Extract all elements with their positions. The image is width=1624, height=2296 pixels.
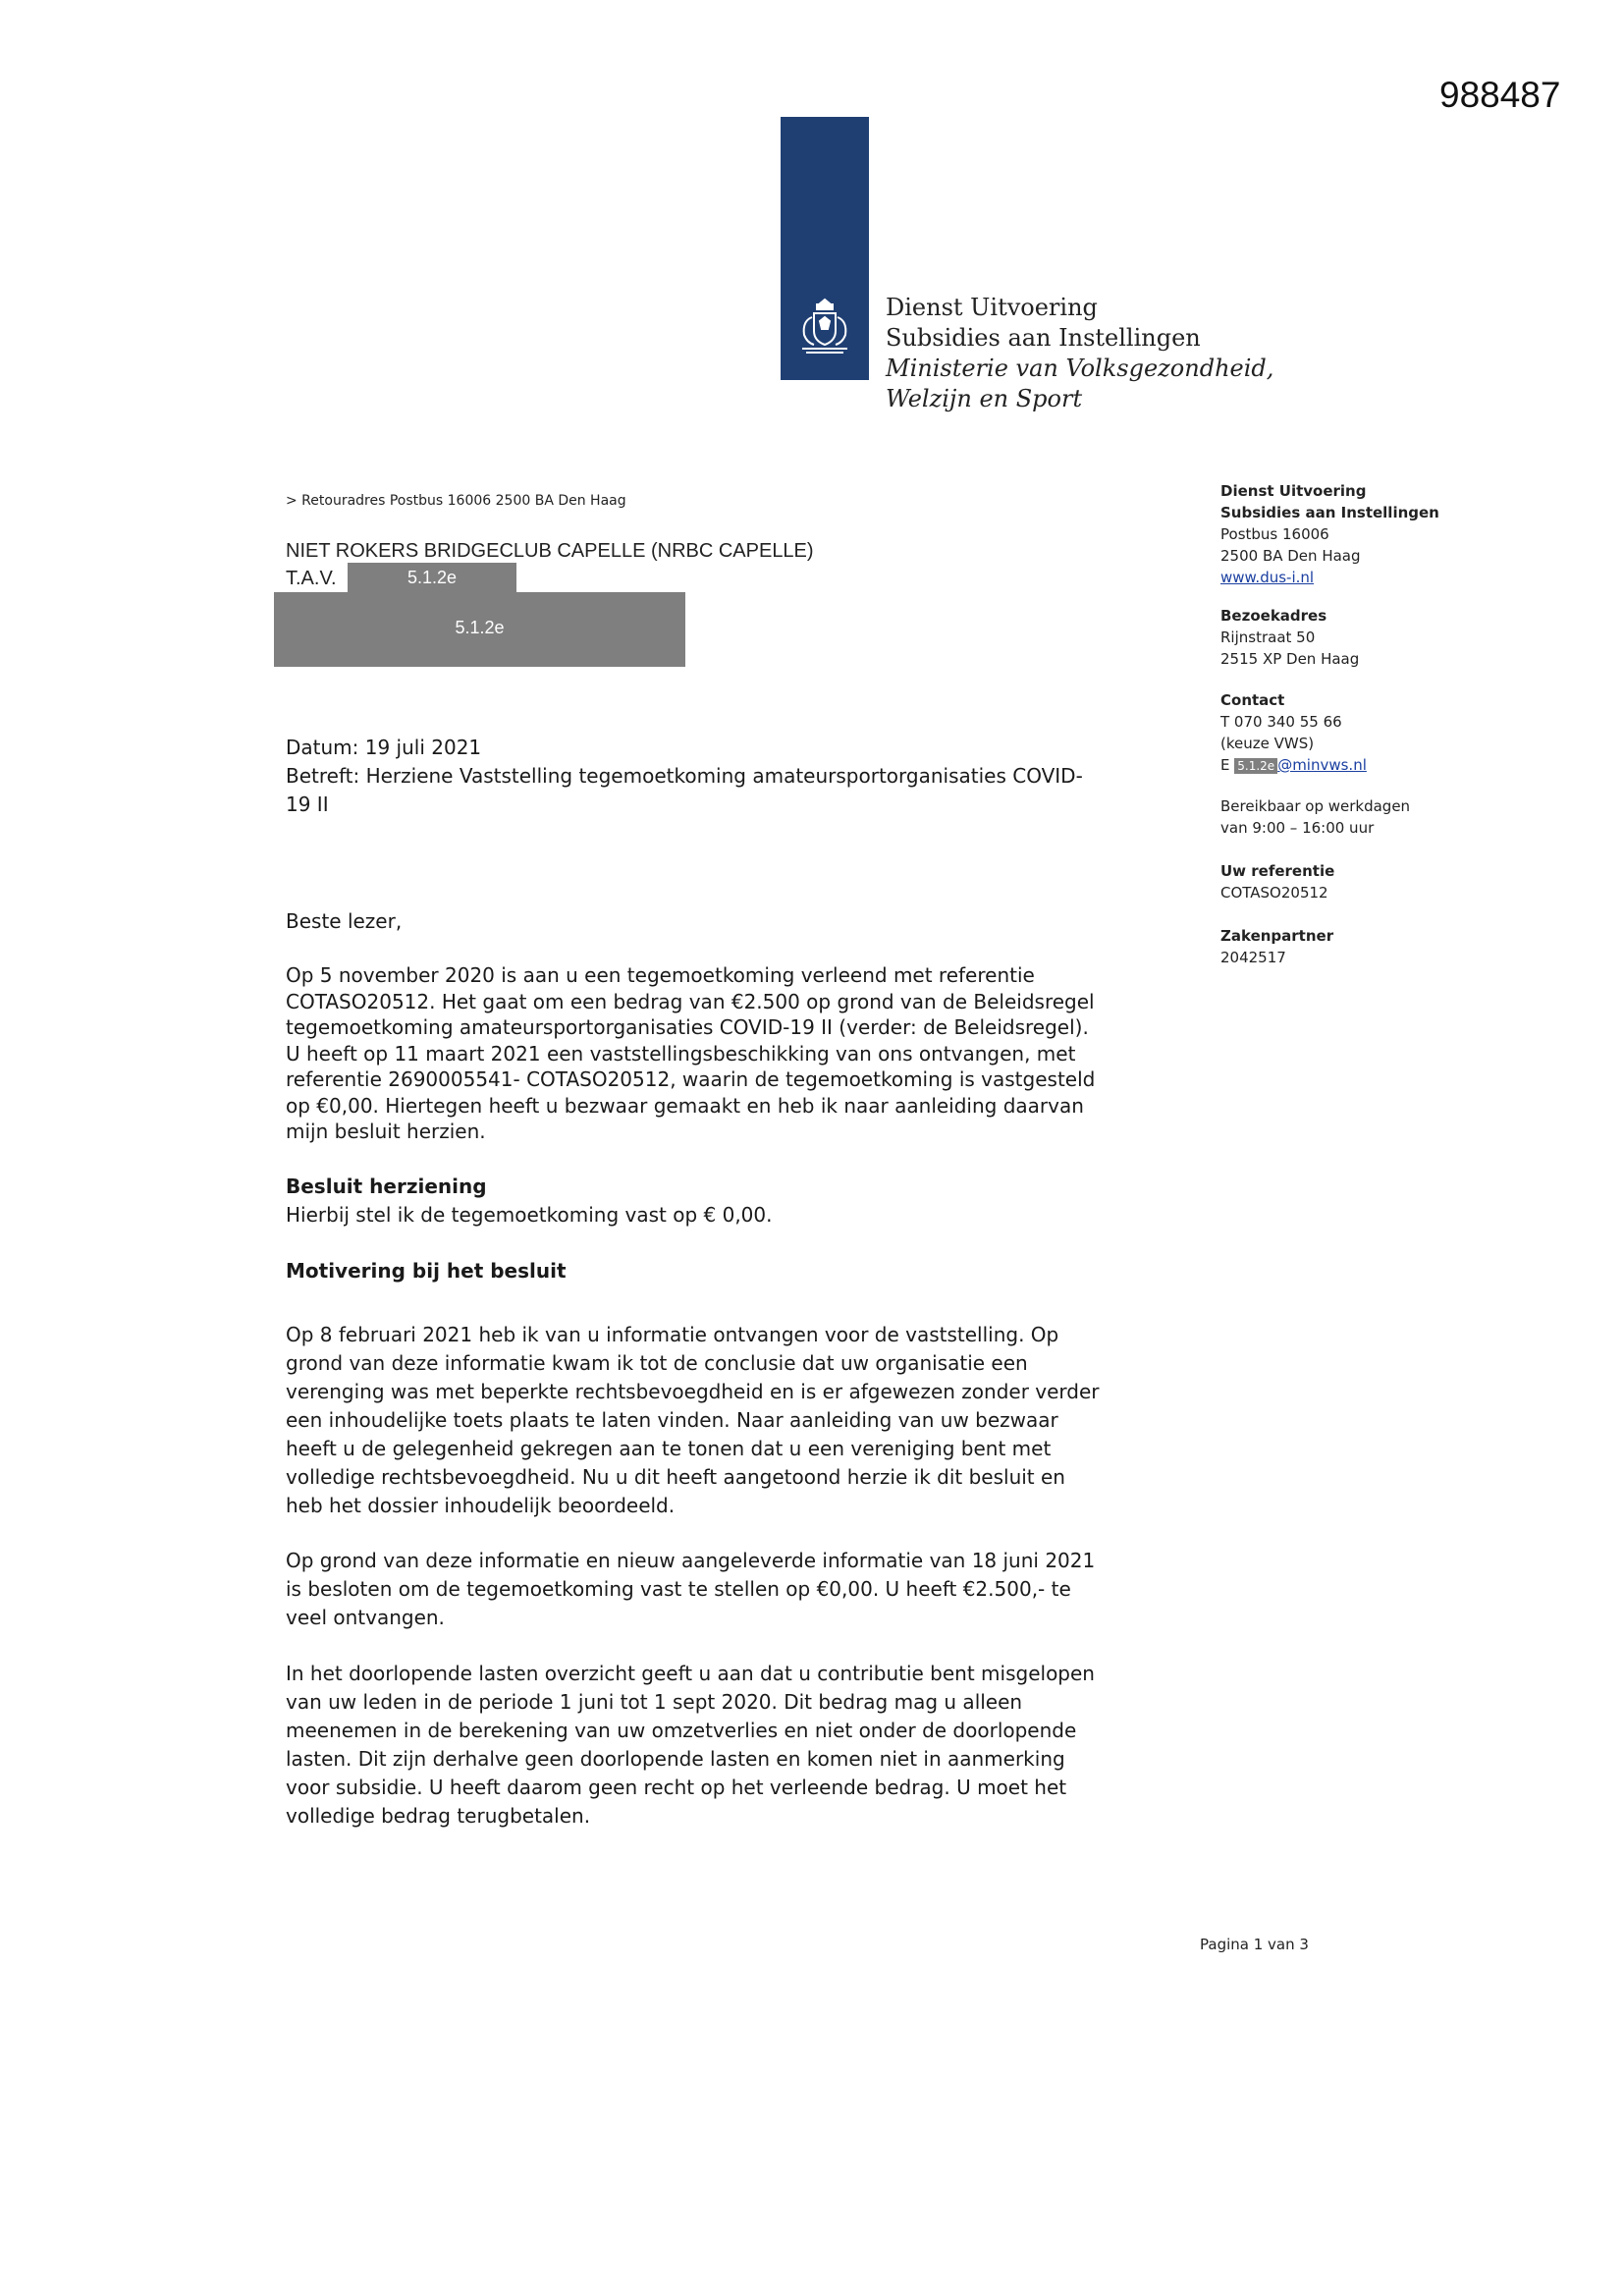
text-line: is besloten om de tegemoetkoming vast te stellen op €0,00. U heeft €2.500,- te [286,1577,1071,1601]
sidebar-org-line: Dienst Uitvoering [1220,482,1367,500]
recipient-name: NIET ROKERS BRIDGECLUB CAPELLE (NRBC CAPELLE) [286,540,814,562]
sidebar-org-line: Subsidies aan Instellingen [1220,504,1439,521]
paragraph-3 [286,1547,1179,1632]
sidebar-visit-heading: Bezoekadres [1220,607,1327,625]
sidebar-visit-street: Rijnstraat 50 [1220,629,1316,646]
logo-line-4: Welzijn en Sport [886,385,1083,412]
text-line: referentie 2690005541- COTASO20512, waarin de tegemoetkoming is vastgesteld [286,1067,1096,1091]
sidebar-partner-value: 2042517 [1220,949,1286,966]
text-line: heeft u de gelegenheid gekregen aan te tonen dat u een vereniging bent met [286,1437,1052,1460]
sidebar-email [1220,754,1515,776]
text-line: volledige rechtsbevoegdheid. Nu u dit heeft aangetoond herzie ik dit besluit en [286,1465,1065,1489]
text-line: Op grond van deze informatie en nieuw aangeleverde informatie van 18 juni 2021 [286,1549,1096,1572]
text-line: U heeft op 11 maart 2021 een vaststellingsbeschikking van ons ontvangen, met [286,1041,1076,1066]
text-line: COTASO20512. Het gaat om een bedrag van €2.500 op grond van de Beleidsregel [286,989,1095,1013]
sidebar-hours-line: Bereikbaar op werkdagen [1220,797,1411,815]
sidebar-partner [1220,925,1515,968]
letter-meta [286,734,1179,819]
sidebar-ref-value: COTASO20512 [1220,884,1328,902]
text-line: volledige bedrag terugbetalen. [286,1804,591,1828]
text-line: grond van deze informatie kwam ik tot de conclusie dat uw organisatie een [286,1351,1028,1375]
text-line: een inhoudelijke toets plaats te laten vinden. Naar aanleiding van uw bezwaar [286,1408,1058,1432]
sidebar-contact-heading: Contact [1220,691,1285,709]
sidebar-visit [1220,605,1515,670]
paragraph-4 [286,1660,1179,1831]
text-line: In het doorlopende lasten overzicht geeft u aan dat u contributie bent misgelopen [286,1662,1095,1685]
logo-text [886,293,1273,414]
recipient-tav: T.A.V. [286,568,337,589]
salutation-text: Beste lezer, [286,909,403,933]
logo-line-3: Ministerie van Volksgezondheid, [886,355,1274,382]
paragraph-2 [286,1321,1179,1520]
email-prefix: E [1220,756,1230,774]
sidebar-hours-line: van 9:00 – 16:00 uur [1220,819,1375,837]
letter-subject: 19 II [286,793,329,816]
text-line: meenemen in de berekening van uw omzetverlies en niet onder de doorlopende [286,1719,1077,1742]
sidebar-reference [1220,860,1515,903]
sidebar-phone: T 070 340 55 66 [1220,713,1342,731]
redaction-box: 5.1.2e [348,563,516,592]
email-link[interactable]: @minvws.nl [1277,756,1367,774]
sidebar-ref-heading: Uw referentie [1220,862,1335,880]
logo-bar [781,117,869,380]
page-number: Pagina 1 van 3 [1200,1936,1309,1953]
text-line: op €0,00. Hiertegen heeft u bezwaar gemaakt en heb ik naar aanleiding daarvan [286,1093,1084,1118]
motivation-heading-text: Motivering bij het besluit [286,1259,567,1283]
decision-text: Hierbij stel ik de tegemoetkoming vast op € 0,00. [286,1203,773,1227]
logo-line-1: Dienst Uitvoering [886,294,1098,321]
sidebar-city: 2500 BA Den Haag [1220,547,1361,565]
redaction-box: 5.1.2e [1234,758,1277,774]
sidebar-postbus: Postbus 16006 [1220,525,1329,543]
motivation-heading [286,1257,1179,1285]
decision-heading: Besluit herziening [286,1175,487,1198]
salutation [286,907,1179,936]
text-line: heb het dossier inhoudelijk beoordeeld. [286,1494,676,1517]
sidebar-hours [1220,795,1515,839]
letter-subject: Betreft: Herziene Vaststelling tegemoetkoming amateursportorganisaties COVID- [286,764,1083,788]
text-line: Op 8 februari 2021 heb ik van u informatie ontvangen voor de vaststelling. Op [286,1323,1059,1346]
text-line: tegemoetkoming amateursportorganisaties COVID-19 II (verder: de Beleidsregel). [286,1015,1089,1039]
text-line: lasten. Dit zijn derhalve geen doorlopende lasten en komen niet in aanmerking [286,1747,1065,1771]
redaction-box: 5.1.2e [274,592,685,667]
letter-date: Datum: 19 juli 2021 [286,736,482,759]
text-line: voor subsidie. U heeft daarom geen recht op het verleende bedrag. U moet het [286,1776,1067,1799]
paragraph-1 [286,962,1179,1145]
sidebar-contact [1220,689,1515,776]
logo-line-2: Subsidies aan Instellingen [886,324,1201,352]
text-line: verenging was met beperkte rechtsbevoegdheid en is er afgewezen zonder verder [286,1380,1100,1403]
sidebar-visit-city: 2515 XP Den Haag [1220,650,1360,668]
return-address: > Retouradres Postbus 16006 2500 BA Den Haag [286,493,626,509]
coat-of-arms-icon [790,292,859,360]
sidebar-phone-note: (keuze VWS) [1220,735,1315,752]
sidebar-partner-heading: Zakenpartner [1220,927,1334,945]
document-number: 988487 [1439,75,1561,115]
text-line: Op 5 november 2020 is aan u een tegemoetkoming verleend met referentie [286,963,1035,987]
text-line: veel ontvangen. [286,1606,445,1629]
text-line: mijn besluit herzien. [286,1120,486,1143]
sidebar-org [1220,480,1515,588]
decision-section [286,1173,1179,1230]
website-link[interactable]: www.dus-i.nl [1220,569,1315,586]
text-line: van uw leden in de periode 1 juni tot 1 sept 2020. Dit bedrag mag u alleen [286,1690,1023,1714]
